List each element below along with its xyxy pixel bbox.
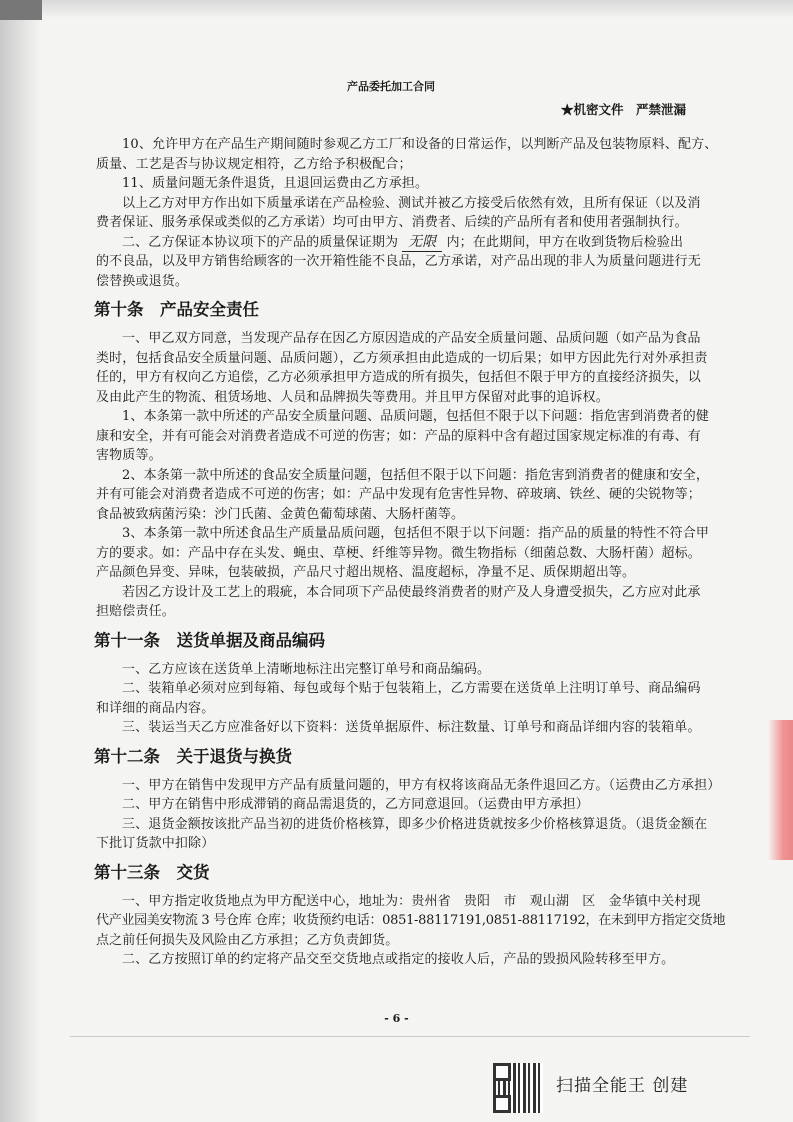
text-line: 食品被致病菌污染：沙门氏菌、金黄色葡萄球菌、大肠杆菌等。 xyxy=(96,506,465,522)
text-line: 的不良品，以及甲方销售给顾客的一次开箱性能不良品，乙方承诺，对产品出现的非人为质量问题进行无 xyxy=(96,254,701,269)
article-10 xyxy=(94,297,710,622)
text-line: 和详细的商品内容。 xyxy=(96,700,215,716)
text-line xyxy=(96,233,686,253)
footer-divider xyxy=(70,1036,750,1037)
text-line: 三、装运当天乙方应准备好以下资料：送货单据原件、标注数量、订单号和商品详细内容的装箱单。 xyxy=(122,720,701,735)
text-line: 二、装箱单必须对应到每箱、每包或每个贴于包装箱上，乙方需要在送货单上注明订单号、商品编码 xyxy=(122,681,701,696)
article-heading: 第十二条 关于退货与换货 xyxy=(94,746,292,766)
scan-edge-left xyxy=(0,0,40,1122)
text-line: 质量、工艺是否与协议规定相符，乙方给予积极配合； xyxy=(96,156,412,172)
text-line: 产品颜色异变、异味，包装破损，产品尺寸超出规格、温度超标，净量不足、质保期超出等。 xyxy=(96,565,636,580)
article-heading: 第十三条 交货 xyxy=(94,862,210,882)
text-line: 代产业园美安物流 3 号仓库 仓库；收货预约电话：0851-88117191,0851-88117192，在未到甲方指定交货地 xyxy=(96,913,726,928)
text-line: 一、乙方应该在送货单上清晰地标注出完整订单号和商品编码。 xyxy=(122,661,491,677)
text-line: 任的，甲方有权向乙方追偿，乙方必须承担甲方造成的所有损失，包括但不限于甲方的直接经济损失，以 xyxy=(96,370,701,385)
article-heading: 第十条 产品安全责任 xyxy=(94,300,259,319)
document-title: 产品委托加工合同 xyxy=(347,80,435,93)
text-fragment: 内；在此期间，甲方在收到货物后检验出 xyxy=(446,234,684,250)
text-line: 及由此产生的物流、租赁场地、人员和品牌损失等费用。并且甲方保留对此事的追诉权。 xyxy=(96,389,609,405)
text-line: 点之前任何损失及风险由乙方承担；乙方负责卸货。 xyxy=(96,932,399,948)
text-line: 担赔偿责任。 xyxy=(96,604,175,619)
text-line: 费者保证、服务承保或类似的乙方承诺）均可由甲方、消费者、后续的产品所有者和使用者强制执行。 xyxy=(96,215,688,230)
handwritten-warranty-period: 无限 xyxy=(402,233,442,252)
article-heading: 第十一条 送货单据及商品编码 xyxy=(94,630,325,650)
text-line: 方的要求。如：产品中存在头发、蝇虫、草梗、纤维等异物。微生物指标（细菌总数、大肠杆菌）超标。 xyxy=(96,545,701,561)
text-line: 11、质量问题无条件退货，且退回运费由乙方承担。 xyxy=(122,176,429,191)
text-line: 三、退货金额按该批产品当初的进货价格核算，即多少价格进货就按多少价格核算退货。（退货金额在 xyxy=(122,816,708,832)
text-line: 10、允许甲方在产品生产期间随时参观乙方工厂和设备的日常运作，以判断产品及包装物原料、配方、 xyxy=(122,137,718,152)
text-line: 1、本条第一款中所述的产品安全质量问题、品质问题，包括但不限于以下问题：指危害到消费者的健 xyxy=(122,409,710,424)
text-line: 一、甲方在销售中发现甲方产品有质量问题的，甲方有权将该商品无条件退回乙方。（运费由乙方承担） xyxy=(122,777,721,793)
text-line: 康和安全，并有可能会对消费者造成不可逆的伤害；如：产品的原料中含有超过国家规定标准的有毒、有 xyxy=(96,428,701,444)
article-13 xyxy=(94,860,726,970)
text-line: 二、甲方在销售中形成滞销的商品需退货的，乙方同意退回。（运费由甲方承担） xyxy=(122,797,589,812)
document-page xyxy=(94,80,726,970)
text-line: 一、甲乙双方同意，当发现产品存在因乙方原因造成的产品安全质量问题、品质问题（如产品为食品 xyxy=(122,331,701,346)
qr-code-icon xyxy=(493,1063,543,1113)
text-line: 3、本条第一款中所述食品生产质量品质问题，包括但不限于以下问题：指产品的质量的特性不符合甲 xyxy=(122,526,710,541)
text-line: 二、乙方按照订单的约定将产品交至交货地点或指定的接收人后，产品的毁损风险转移至甲方。 xyxy=(122,952,675,967)
text-line: 害物质等。 xyxy=(96,448,162,463)
intro-section xyxy=(96,135,718,291)
text-line: 类时，包括食品安全质量问题、品质问题），乙方须承担由此造成的一切后果；如甲方因此先行对外承担责 xyxy=(96,350,708,366)
scan-corner-shadow xyxy=(0,0,42,20)
scanner-app-label: 扫描全能王 创建 xyxy=(556,1076,689,1096)
text-line: 偿替换或退货。 xyxy=(96,273,189,289)
article-12 xyxy=(94,744,721,854)
text-fragment: 二、乙方保证本协议项下的产品的质量保证期为 xyxy=(122,234,399,250)
text-line: 若因乙方设计及工艺上的瑕疵，本合同项下产品使最终消费者的财产及人身遭受损失，乙方应对此承 xyxy=(122,584,701,600)
text-line: 以上乙方对甲方作出如下质量承诺在产品检验、测试并被乙方接受后依然有效，且所有保证（以及消 xyxy=(122,195,701,211)
text-line: 下批订货款中扣除） xyxy=(96,836,215,851)
text-line: 并有可能会对消费者造成不可逆的伤害；如：产品中发现有危害性异物、碎玻璃、铁丝、硬的尖锐物等； xyxy=(96,487,701,502)
article-11 xyxy=(94,628,701,738)
confidential-mark: ★机密文件 严禁泄漏 xyxy=(560,102,686,117)
text-line: 2、本条第一款中所述的食品安全质量问题，包括但不限于以下问题：指危害到消费者的健康和安全， xyxy=(122,467,710,483)
page-number: - 6 - xyxy=(384,1012,409,1025)
red-seal-stamp-edge xyxy=(768,720,793,860)
text-line: 一、甲方指定收货地点为甲方配送中心，地址为：贵州省 贵阳 市 观山湖 区 金华镇中关村现 xyxy=(122,893,701,909)
scan-edge-top xyxy=(0,0,793,18)
